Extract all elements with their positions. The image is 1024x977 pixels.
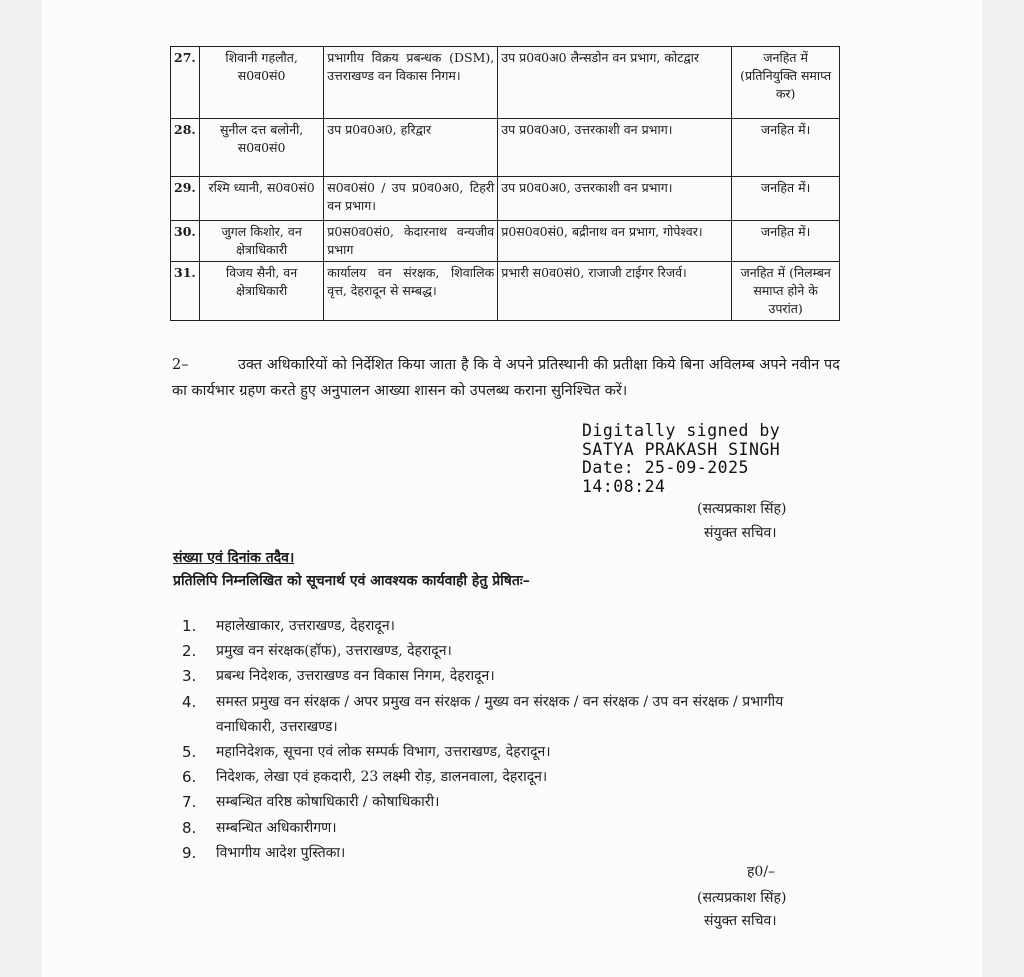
paragraph-2 <box>172 352 840 404</box>
table-row <box>171 262 840 321</box>
officer-name-cell: रश्मि ध्यानी, स0व0सं0 <box>199 177 323 221</box>
recipient-text: महालेखाकार, उत्तराखण्ड, देहरादून। <box>216 618 395 634</box>
digital-signature-date: Date: 25-09-2025 <box>582 458 749 477</box>
serial-number-cell: 27. <box>171 47 200 119</box>
serial-number-cell: 30. <box>171 221 200 262</box>
remark-cell: जनहित में। <box>732 221 840 262</box>
recipient-text: निदेशक, लेखा एवं हकदारी, 23 लक्ष्मी रोड़, डालनवाला, देहरादून। <box>216 769 548 786</box>
current-post-cell: स0व0सं0 / उप प्र0व0अ0, टिहरी वन प्रभाग। <box>324 177 498 221</box>
new-post-cell: उप प्र0व0अ0, उत्तरकाशी वन प्रभाग। <box>498 119 732 177</box>
recipient-number: 9. <box>182 843 197 862</box>
remark-cell: जनहित में। <box>732 177 840 221</box>
recipient-text: समस्त प्रमुख वन संरक्षक / अपर प्रमुख वन संरक्षक / मुख्य वन संरक्षक / वन संरक्षक / उप वन संरक्षक / प्रभागीय वनाधिकारी, उत्तराखण्ड। <box>216 693 784 735</box>
document-content <box>42 0 982 977</box>
recipient-number: 1. <box>182 617 197 635</box>
current-post-cell: प्र0स0व0सं0, केदारनाथ वन्यजीव प्रभाग <box>324 221 498 262</box>
recipient-text: सम्बन्धित वरिष्ठ कोषाधिकारी / कोषाधिकारी। <box>216 794 440 811</box>
recipient-item <box>182 841 842 866</box>
recipient-text: विभागीय आदेश पुस्तिका। <box>216 844 346 861</box>
current-post-cell: प्रभागीय विक्रय प्रबन्धक (DSM), उत्तराखण्ड वन विकास निगम। <box>324 47 498 119</box>
new-post-cell: उप प्र0व0अ0 लैन्सडोन वन प्रभाग, कोटद्वार <box>498 47 732 119</box>
remark-cell: जनहित में (निलम्बन समाप्त होने के उपरांत) <box>732 262 840 321</box>
recipient-item <box>182 765 842 790</box>
recipient-number: 2. <box>182 642 197 661</box>
table-row <box>171 177 840 221</box>
current-post-cell: उप प्र0व0अ0, हरिद्वार <box>324 119 498 177</box>
new-post-cell: प्र0स0व0सं0, बद्रीनाथ वन प्रभाग, गोपेश्वर। <box>498 221 732 262</box>
serial-number-cell: 28. <box>171 119 200 177</box>
paragraph-number: 2– <box>172 357 189 373</box>
transfer-table-body <box>171 47 840 321</box>
recipient-number: 6. <box>182 768 197 787</box>
signatory-designation-2: संयुक्त सचिव। <box>704 913 777 929</box>
recipient-item <box>182 664 842 689</box>
table-row <box>171 221 840 262</box>
table-row <box>171 47 840 119</box>
digital-signature-stamp <box>582 422 780 496</box>
digital-signature-signer: SATYA PRAKASH SINGH <box>582 439 781 459</box>
new-post-cell: उप प्र0व0अ0, उत्तरकाशी वन प्रभाग। <box>498 177 732 221</box>
recipient-item <box>182 639 842 664</box>
serial-number-cell: 31. <box>171 262 200 321</box>
recipient-number: 7. <box>182 793 197 812</box>
table-row <box>171 119 840 177</box>
signatory-name: (सत्यप्रकाश सिंह) <box>697 501 787 517</box>
serial-number-cell: 29. <box>171 177 200 221</box>
recipient-number: 3. <box>182 667 197 686</box>
document-page <box>42 0 982 977</box>
transfer-table <box>170 46 840 321</box>
recipient-number: 4. <box>182 692 197 711</box>
recipient-number: 8. <box>182 818 197 837</box>
officer-name-cell: विजय सैनी, वन क्षेत्राधिकारी <box>199 262 323 321</box>
recipient-item <box>182 614 842 639</box>
recipient-text: महानिदेशक, सूचना एवं लोक सम्पर्क विभाग, उत्तराखण्ड, देहरादून। <box>216 744 551 761</box>
copy-heading: प्रतिलिपि निम्नलिखित को सूचनार्थ एवं आवश्यक कार्यवाही हेतु प्रेषितः– <box>173 573 530 589</box>
signed-mark: ह0/– <box>747 864 776 880</box>
digital-signature-line: Digitally signed by <box>582 421 781 440</box>
recipient-text: सम्बन्धित अधिकारीगण। <box>216 819 337 836</box>
reference-line: संख्या एवं दिनांक तदैव। <box>173 550 295 566</box>
officer-name-cell: शिवानी गहलौत, स0व0सं0 <box>199 47 323 119</box>
current-post-cell: कार्यालय वन संरक्षक, शिवालिक वृत्त, देहरादून से सम्बद्ध। <box>324 262 498 321</box>
recipient-list <box>182 614 842 866</box>
signatory-name-2: (सत्यप्रकाश सिंह) <box>697 890 787 906</box>
remark-cell: जनहित में (प्रतिनियुक्ति समाप्त कर) <box>732 47 840 119</box>
signatory-designation: संयुक्त सचिव। <box>704 525 777 541</box>
remark-cell: जनहित में। <box>732 119 840 177</box>
officer-name-cell: जुगल किशोर, वन क्षेत्राधिकारी <box>199 221 323 262</box>
recipient-number: 5. <box>182 743 197 762</box>
recipient-text: प्रमुख वन संरक्षक(हॉफ), उत्तराखण्ड, देहरादून। <box>216 643 452 660</box>
recipient-item <box>182 816 842 841</box>
paragraph-text: उक्त अधिकारियों को निर्देशित किया जाता है कि वे अपने प्रतिस्थानी की प्रतीक्षा किये बिना अविलम्ब अपने नवीन पद का कार्यभार ग्रहण करते हुए अनुपालन आख्या शासन को उपलब्ध कराना सुनिश्चित करें। <box>172 357 840 399</box>
new-post-cell: प्रभारी स0व0सं0, राजाजी टाईगर रिजर्व। <box>498 262 732 321</box>
recipient-item <box>182 740 842 765</box>
digital-signature-time: 14:08:24 <box>582 476 666 496</box>
officer-name-cell: सुनील दत्त बलोनी, स0व0सं0 <box>199 119 323 177</box>
recipient-item <box>182 790 842 815</box>
recipient-text: प्रबन्ध निदेशक, उत्तराखण्ड वन विकास निगम, देहरादून। <box>216 668 495 685</box>
recipient-item <box>182 690 842 740</box>
